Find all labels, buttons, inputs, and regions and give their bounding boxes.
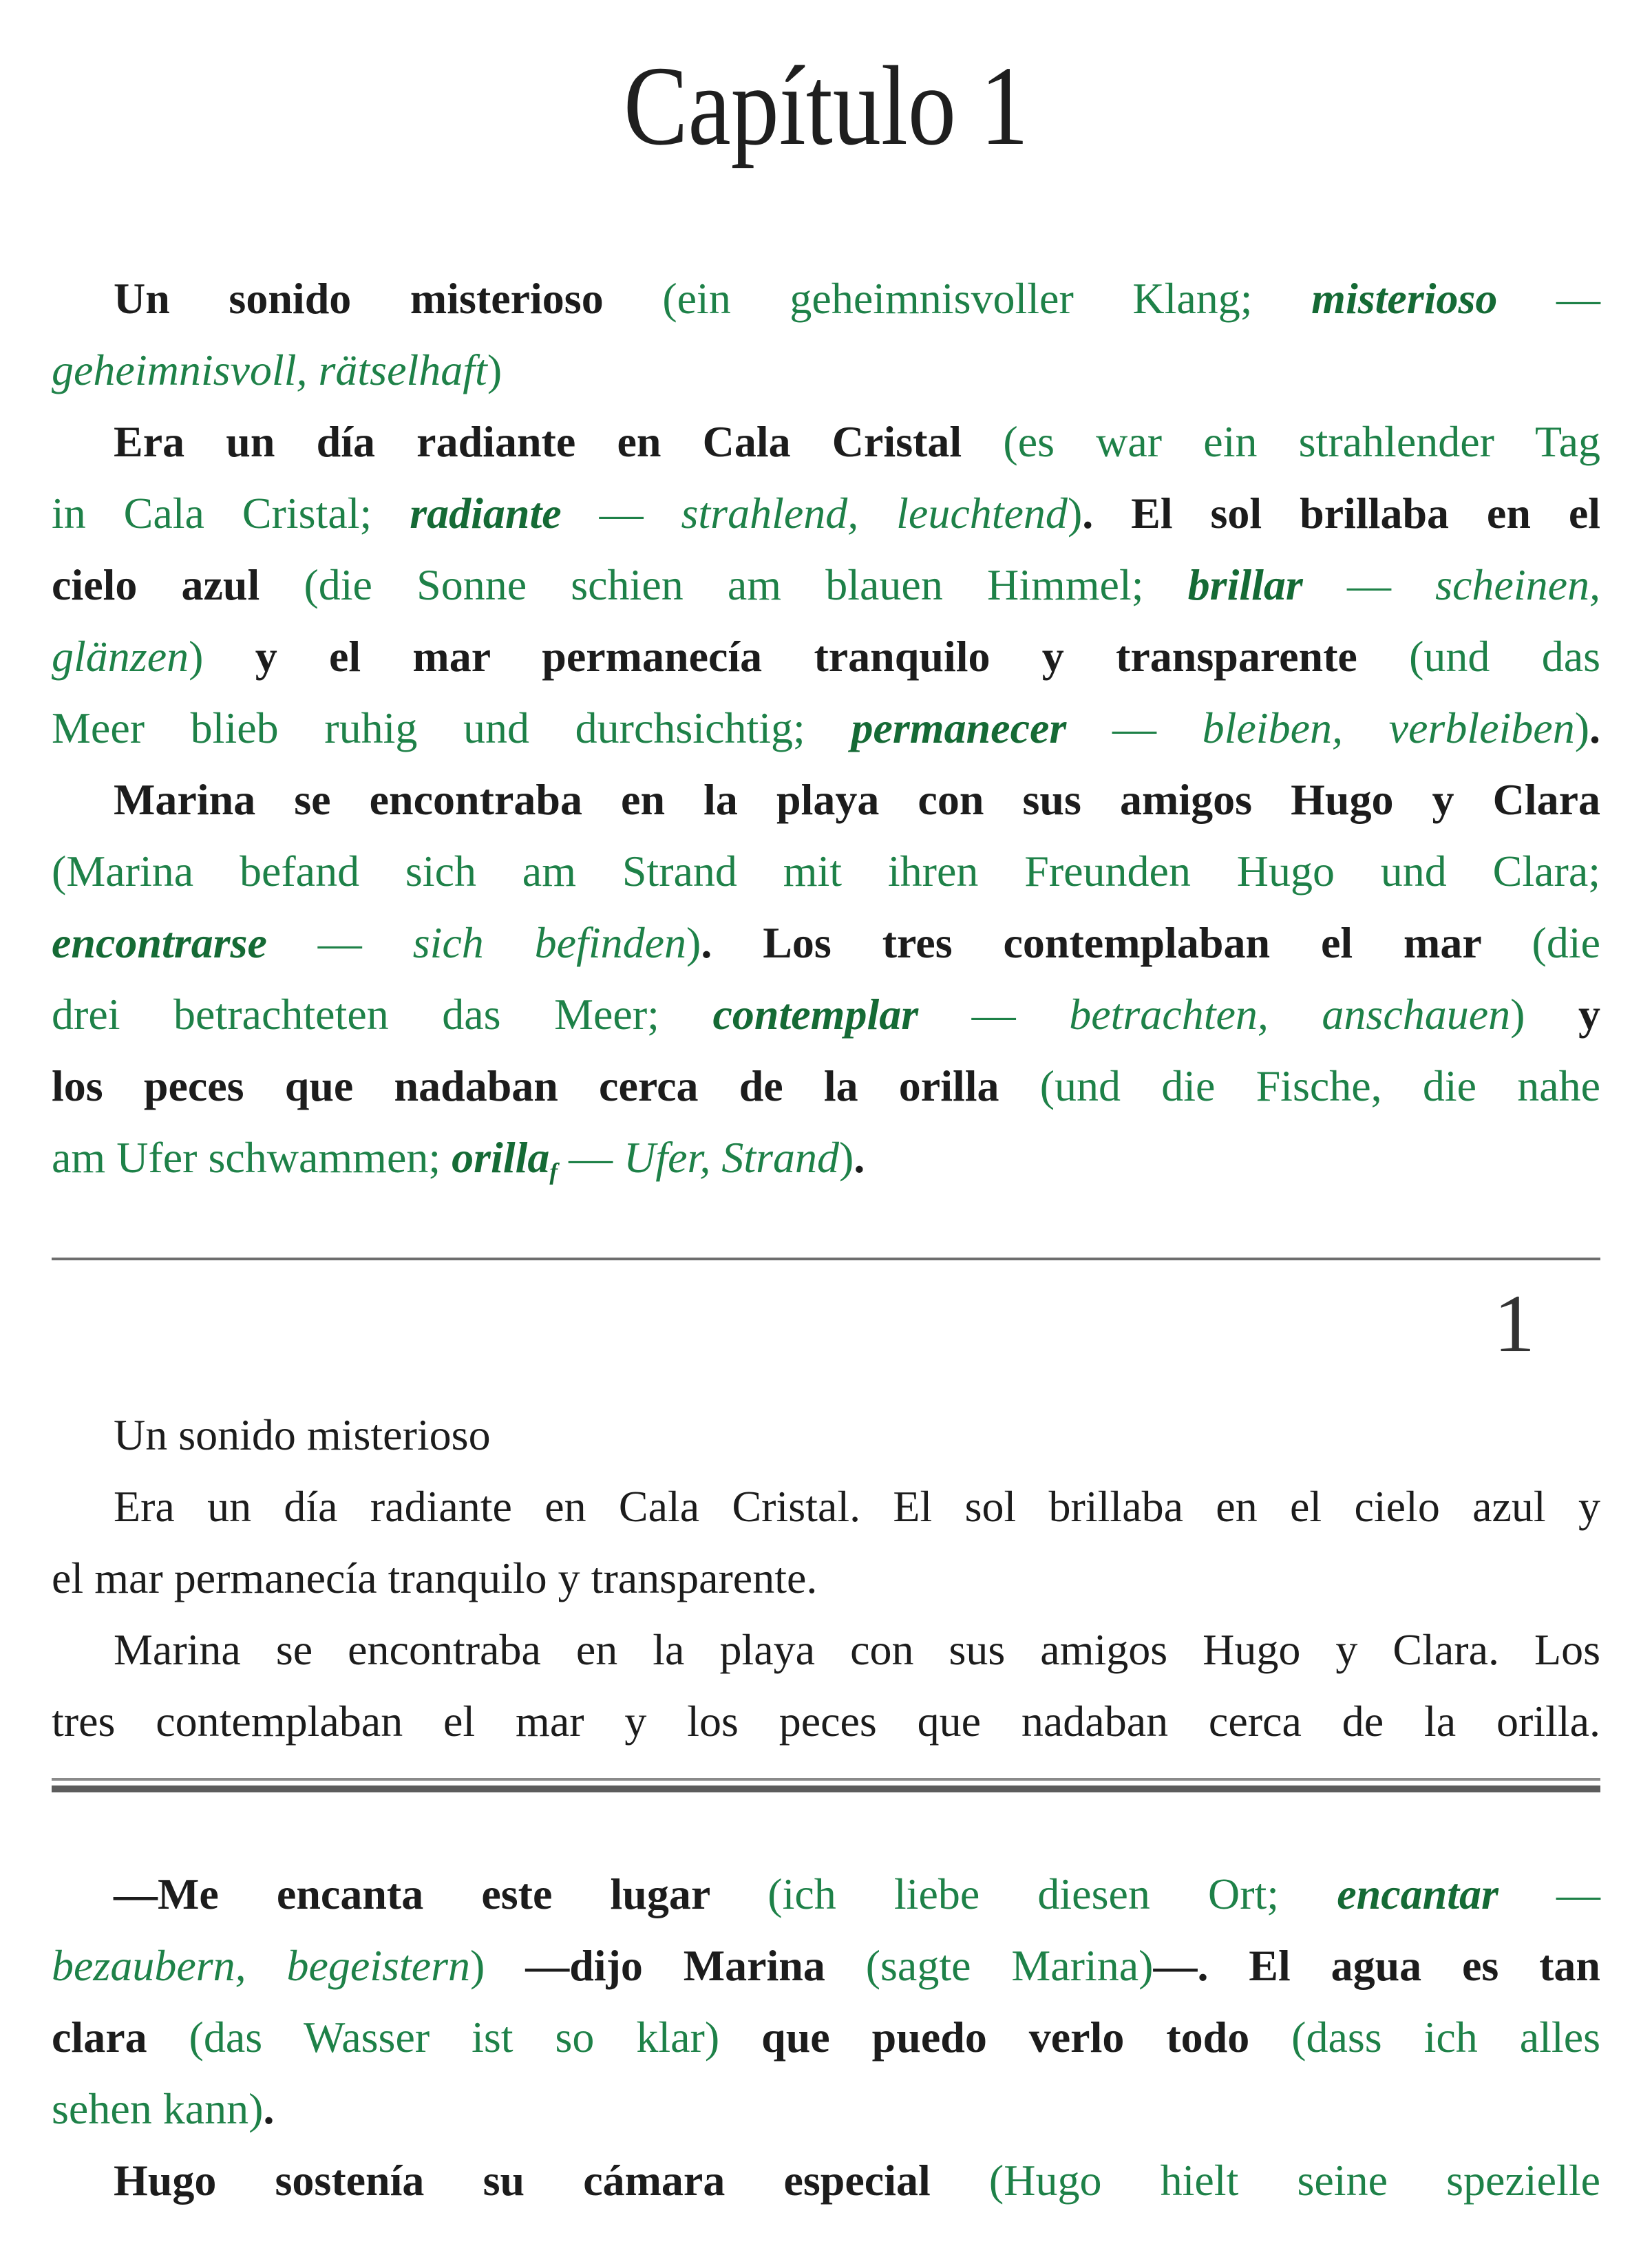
text-line xyxy=(52,1122,1600,1208)
spanish-bold-text: . xyxy=(854,1133,865,1182)
text-line xyxy=(52,1930,1600,2002)
german-translation-text: ) xyxy=(189,632,255,681)
spanish-bold-text: Hugo sostenía su cámara especial xyxy=(114,2155,989,2205)
vocab-term-text: radiante xyxy=(410,489,562,538)
page-number: 1 xyxy=(1494,1277,1535,1369)
text-line xyxy=(52,335,1600,406)
german-translation-text: — xyxy=(918,990,1070,1039)
vocab-term-text: misterioso xyxy=(1311,274,1498,323)
german-translation-text: (ich liebe diesen Ort; xyxy=(767,1869,1337,1918)
spanish-bold-text: . Los tres contemplaban el mar xyxy=(701,918,1532,967)
spanish-bold-text: —. El agua es tan xyxy=(1153,1940,1601,1990)
german-translation-text: (und die Fische, die nahe xyxy=(1039,1061,1601,1110)
german-translation-text: — xyxy=(1497,274,1601,323)
plain-text-block xyxy=(52,1399,1600,1757)
text-line xyxy=(52,2073,1600,2145)
text-line xyxy=(52,1543,1600,1614)
text-line xyxy=(52,1614,1600,1686)
vocab-term-text: orilla xyxy=(452,1133,550,1182)
section-divider xyxy=(52,1258,1600,1260)
chapter-title: Capítulo 1 xyxy=(623,43,1029,169)
german-gloss-italic-text: bleiben, verbleiben xyxy=(1202,703,1575,752)
german-gloss-italic-text: geheimnisvoll, rätselhaft xyxy=(52,346,487,394)
text-line xyxy=(52,621,1600,692)
text-line xyxy=(52,1686,1600,1757)
german-translation-text: ) xyxy=(487,346,502,394)
double-section-divider xyxy=(52,1778,1600,1792)
german-translation-text: (es war ein strahlender Tag xyxy=(1003,417,1601,466)
german-gloss-italic-text: Ufer, Strand xyxy=(624,1133,839,1182)
german-translation-text: drei betrachteten das Meer; xyxy=(52,990,713,1039)
text-line xyxy=(52,263,1600,335)
spanish-bold-text: Un sonido misterioso xyxy=(114,274,663,323)
text-line xyxy=(52,549,1600,621)
german-translation-text: ) xyxy=(1510,990,1579,1039)
spanish-plain-text: tres contemplaban el mar y los peces que nadaban cerca de la orilla. xyxy=(52,1696,1600,1746)
german-translation-text: (und das xyxy=(1409,632,1601,681)
text-line xyxy=(52,1399,1600,1471)
spanish-bold-text: y xyxy=(1578,990,1601,1039)
vocab-term-text: encontrarse xyxy=(52,918,267,967)
vocab-term-text: permanecer xyxy=(851,703,1067,752)
text-line xyxy=(52,692,1600,764)
german-translation-text: — xyxy=(558,1133,624,1182)
text-line xyxy=(52,2002,1600,2073)
german-translation-text: in Cala Cristal; xyxy=(52,489,410,538)
spanish-bold-text: . xyxy=(263,2084,275,2133)
text-line xyxy=(52,1858,1600,1930)
text-line xyxy=(52,1471,1600,1543)
german-translation-text: ) xyxy=(839,1133,854,1182)
spanish-bold-text: y el mar permanecía tranquilo y transparente xyxy=(255,632,1410,681)
spanish-bold-text: —dijo Marina xyxy=(525,1940,866,1990)
divider-thin-line xyxy=(52,1778,1600,1781)
dialogue-text-block xyxy=(52,1858,1600,2216)
text-line xyxy=(52,478,1600,549)
german-translation-text: sehen kann) xyxy=(52,2084,264,2133)
german-gloss-italic-text: betrachten, anschauen xyxy=(1069,990,1511,1039)
spanish-bold-text: . El sol brillaba en el xyxy=(1082,489,1601,538)
german-translation-text: (dass ich alles xyxy=(1291,2012,1600,2062)
german-gloss-italic-text: bezaubern, begeistern xyxy=(52,1940,471,1990)
german-gloss-italic-text: glänzen xyxy=(52,632,189,681)
spanish-bold-text: que puedo verlo todo xyxy=(761,2012,1292,2062)
vocab-term-text: encantar xyxy=(1337,1869,1499,1918)
text-line xyxy=(52,406,1600,478)
vocab-term-text: contemplar xyxy=(712,990,919,1039)
german-translation-text: — xyxy=(1302,560,1436,609)
text-line xyxy=(52,764,1600,836)
german-translation-text: — xyxy=(561,489,681,538)
german-translation-text: (Marina befand sich am Strand mit ihren Freunden Hugo und Clara; xyxy=(52,847,1600,896)
german-translation-text: (ein geheimnisvoller Klang; xyxy=(662,274,1312,323)
chapter-title-row xyxy=(52,37,1600,175)
german-gloss-italic-text: strahlend, leuchtend xyxy=(681,489,1068,538)
divider-thick-line xyxy=(52,1786,1600,1792)
spanish-bold-text: cielo azul xyxy=(52,560,304,609)
german-translation-text: ) xyxy=(1574,703,1590,752)
german-translation-text: ) xyxy=(1067,489,1083,538)
interlinear-text-block xyxy=(52,263,1600,1208)
german-gloss-italic-text: scheinen, xyxy=(1435,560,1601,609)
vocab-term-text: brillar xyxy=(1187,560,1303,609)
german-translation-text: (das Wasser ist so klar) xyxy=(189,2012,762,2062)
german-translation-text: — xyxy=(1498,1869,1601,1918)
spanish-plain-text: Era un día radiante en Cala Cristal. El sol brillaba en el cielo azul y xyxy=(114,1481,1600,1531)
spanish-bold-text: . xyxy=(1589,703,1601,752)
spanish-plain-text: Marina se encontraba en la playa con sus amigos Hugo y Clara. Los xyxy=(114,1624,1600,1674)
german-translation-text: (sagte Marina) xyxy=(865,1940,1154,1990)
german-translation-text: — xyxy=(266,918,413,967)
text-line xyxy=(52,907,1600,979)
spanish-plain-text: Un sonido misterioso xyxy=(114,1410,491,1459)
spanish-bold-text: Marina se encontraba en la playa con sus amigos Hugo y Clara xyxy=(114,775,1600,824)
text-line xyxy=(52,1050,1600,1122)
gender-subscript: f xyxy=(549,1158,558,1185)
spanish-bold-text: Era un día radiante en Cala Cristal xyxy=(114,417,1004,466)
german-translation-text: (die xyxy=(1532,918,1601,967)
spanish-plain-text: el mar permanecía tranquilo y transparente. xyxy=(52,1553,818,1602)
spanish-bold-text: —Me encanta este lugar xyxy=(114,1869,768,1918)
german-translation-text: — xyxy=(1066,703,1203,752)
text-line xyxy=(52,836,1600,907)
text-line xyxy=(52,979,1600,1050)
german-translation-text: am Ufer schwammen; xyxy=(52,1133,452,1182)
spanish-bold-text: clara xyxy=(52,2012,189,2062)
german-gloss-italic-text: sich befinden xyxy=(412,918,687,967)
german-translation-text: (Hugo hielt seine spezielle xyxy=(988,2155,1601,2205)
spanish-bold-text: los peces que nadaban cerca de la orilla xyxy=(52,1061,1040,1110)
text-line xyxy=(52,2145,1600,2216)
german-translation-text: ) xyxy=(470,1940,526,1990)
german-translation-text: Meer blieb ruhig und durchsichtig; xyxy=(52,703,851,752)
german-translation-text: ) xyxy=(686,918,701,967)
german-translation-text: (die Sonne schien am blauen Himmel; xyxy=(304,560,1188,609)
